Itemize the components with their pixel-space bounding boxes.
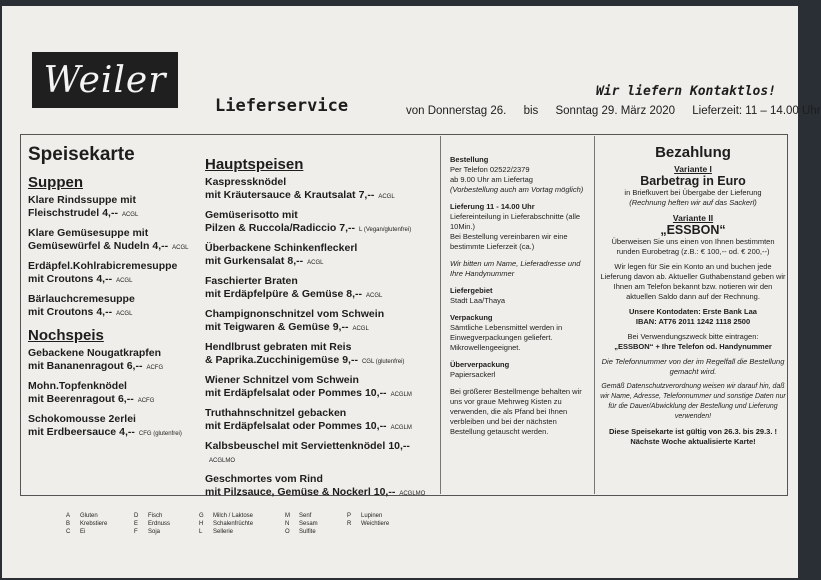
dish-name: Schokomousse 2erlei: [28, 413, 136, 425]
dish-side: mit Kräutersauce & Krautsalat: [205, 189, 356, 201]
menu-item: [205, 341, 437, 369]
dish-line: [28, 426, 198, 441]
allergen-name: Fisch: [148, 513, 163, 519]
packaging-text: Sämtliche Lebensmittel werden in Einwegverpackungen geliefert. Mikrowellengeeignet.: [450, 323, 563, 352]
purpose-value: „ESSBON“ + Ihre Telefon od. Handynummer: [614, 342, 772, 351]
purpose-label: Bei Verwendungszweck bitte eintragen:: [627, 332, 759, 341]
dish-name: Wiener Schnitzel vom Schwein: [205, 374, 359, 386]
dish-line: [205, 189, 437, 204]
validity-line-2: Nächste Woche aktualisierte Karte!: [630, 437, 756, 446]
date-to: Sonntag 29. März 2020: [555, 105, 676, 117]
allergen-name: Senf: [299, 513, 312, 519]
dish-price: 10,--: [364, 387, 387, 399]
dessert-heading: Nochspeis: [28, 327, 104, 344]
allergen-entry: [199, 512, 253, 520]
account-text: Wir legen für Sie ein Konto an und buchen jede Lieferung davon ab. Aktueller Guthabenstand geben wir Ihnen am Telefon bekannt bzw. notieren wir den aktuellen Saldo dann auf der Rechnung.: [600, 262, 786, 301]
delivery-slots: Liefereinteilung in Lieferabschnitte (alle 10Min.): [450, 212, 581, 231]
allergen-entry: [199, 520, 253, 528]
dish-line: [28, 207, 198, 222]
allergen-legend-column: [134, 512, 170, 536]
dish-price: 4,--: [119, 426, 135, 438]
outer-packaging-text: Papiersackerl: [450, 370, 496, 379]
dish-side: mit Pilzsauce, Gemüse & Nockerl: [205, 486, 371, 498]
dish-price: 9,--: [342, 354, 358, 366]
allergen-code: D: [134, 513, 139, 519]
menu-item: [28, 227, 198, 255]
dish-side: Fleischstrudel: [28, 207, 100, 219]
allergen-code: C: [66, 529, 71, 535]
variant-2-title: „ESSBON“: [660, 223, 726, 237]
allergen-entry: [134, 520, 170, 528]
allergen-codes: ACGLM: [390, 425, 412, 431]
menu-item: [205, 473, 437, 501]
dish-name: Klare Rindssuppe mit: [28, 194, 136, 206]
menu-item: [28, 194, 198, 222]
allergen-codes: ACGLM: [390, 392, 412, 398]
allergen-code: G: [199, 513, 204, 519]
allergen-code: B: [66, 521, 71, 527]
delivery-time: Lieferzeit: 11 – 14.00 Uhr: [692, 105, 821, 117]
allergen-name: Schalenfrüchte: [213, 521, 254, 527]
delivery-agreement: Bei Bestellung vereinbaren wir eine bestimmte Lieferzeit (ca.): [450, 232, 568, 251]
allergen-entry: [134, 528, 170, 536]
dish-side: Gemüsewürfel & Nudeln: [28, 240, 150, 252]
dish-name: Mohn.Topfenknödel: [28, 380, 127, 392]
menu-title: Speisekarte: [28, 144, 135, 165]
logo-text: Weiler: [43, 59, 167, 101]
dish-side: mit Erdäpfelsalat oder Pommes: [205, 387, 362, 399]
dish-price: 10,--: [364, 420, 387, 432]
variant-2-text: Überweisen Sie uns einen von Ihnen bestimmten runden Eurobetrag (z.B.: € 100,-- od. € 200,--): [611, 237, 775, 256]
allergen-code: R: [347, 521, 352, 527]
payment-info: [599, 144, 787, 447]
variant-1-title: Barbetrag in Euro: [640, 174, 746, 188]
menu-item: [28, 347, 198, 375]
dish-name: Kalbsbeuschel mit Serviettenknödel: [205, 440, 386, 452]
area-value: Stadt Laa/Thaya: [450, 296, 506, 305]
delivery-dates: [406, 105, 821, 117]
dish-name: Erdäpfel.Kohlrabicremesuppe: [28, 260, 178, 272]
dish-price: 7,--: [339, 222, 356, 234]
order-phone: Per Telefon 02522/2379: [450, 165, 530, 174]
dish-price: 6,--: [126, 360, 143, 372]
dish-name: Gebackene Nougatkrapfen: [28, 347, 162, 359]
allergen-name: Sesam: [299, 521, 318, 527]
dish-line: [205, 387, 437, 402]
menu-item: [205, 209, 437, 237]
contactless-note: Wir liefern Kontaktlos!: [595, 84, 776, 99]
allergen-codes: ACGLMO: [399, 491, 426, 497]
dish-line: [28, 393, 198, 408]
iban: IBAN: AT76 2011 1242 1118 2500: [635, 317, 751, 326]
menu-item: [28, 293, 198, 321]
date-until-label: bis: [523, 105, 539, 117]
order-time: ab 9.00 Uhr am Liefertag: [450, 175, 533, 184]
variant-1-label: Variante I: [674, 164, 712, 174]
menu-sheet: [2, 6, 821, 578]
privacy-note: Gemäß Datenschutzverordnung weisen wir darauf hin, daß wir Name, Adresse, Telefonnummer und sonstige Daten nur für die Dauer/Abwicklung der Bestellung und Lieferung verwenden!: [600, 383, 786, 420]
allergen-entry: [199, 528, 253, 536]
dish-side: mit Gurkensalat: [205, 255, 285, 267]
allergen-code: N: [285, 521, 290, 527]
dish-side: Pilzen & Ruccola/Radiccio: [205, 222, 337, 234]
dish-name: Klare Gemüsesuppe mit: [28, 227, 149, 239]
variant-1-text: in Briefkuvert bei Übergabe der Lieferung: [624, 188, 762, 197]
allergen-code: F: [134, 529, 138, 535]
dish-price: 7,--: [358, 189, 375, 201]
allergen-code: O: [285, 529, 290, 535]
dish-price: 4,--: [152, 240, 169, 252]
menu-left-column: [28, 144, 198, 446]
dish-name: Hendlbrust gebraten mit Reis: [205, 341, 352, 353]
allergen-name: Soja: [148, 529, 161, 535]
allergen-codes: L (Vegan/glutenfrei): [359, 227, 412, 233]
dish-price: 8,--: [346, 288, 363, 300]
divider: [440, 136, 441, 494]
dish-name: Truthahnschnitzel gebacken: [205, 407, 347, 419]
dish-side: mit Beerenragout: [28, 393, 115, 405]
allergen-legend-column: [347, 512, 389, 528]
dish-price: 10,--: [373, 486, 396, 498]
allergen-codes: ACFG: [146, 365, 164, 371]
allergen-codes: ACFG: [137, 398, 155, 404]
soups-heading: Suppen: [28, 174, 83, 191]
dish-name: Faschierter Braten: [205, 275, 298, 287]
dish-line: [28, 273, 198, 288]
allergen-name: Milch / Laktose: [213, 513, 254, 519]
dish-price: 10,--: [388, 440, 410, 452]
allergen-codes: ACGL: [352, 326, 369, 332]
menu-item: [205, 275, 437, 303]
dish-price: 6,--: [117, 393, 134, 405]
allergen-codes: CFG (glutenfrei): [138, 431, 182, 437]
menu-item: [205, 374, 437, 402]
allergen-entry: [285, 528, 318, 536]
allergen-entry: [285, 520, 318, 528]
dish-price: 4,--: [102, 207, 118, 219]
allergen-name: Sulfite: [299, 529, 316, 535]
service-title: Lieferservice: [215, 96, 349, 116]
allergen-codes: ACGL: [116, 278, 133, 284]
allergen-code: H: [199, 521, 204, 527]
allergen-name: Gluten: [80, 513, 98, 519]
menu-item: [205, 308, 437, 336]
allergen-codes: ACGL: [116, 311, 133, 317]
dish-price: 8,--: [287, 255, 304, 267]
menu-item: [205, 176, 437, 204]
dish-side: & Paprika.Zucchinigemüse: [205, 354, 340, 366]
dish-line: [205, 222, 437, 237]
allergen-code: L: [199, 529, 203, 535]
allergen-legend-column: [285, 512, 318, 536]
allergen-code: P: [347, 513, 352, 519]
dish-name: Überbackene Schinkenfleckerl: [205, 242, 358, 254]
bulk-order-note: Bei größerer Bestellmenge behalten wir uns vor graue Mehrweg Kisten zu verwenden, die als Pfand bei Ihnen verbleiben und bei der nächsten Bestellung getauscht werden.: [450, 387, 582, 436]
delivery-heading: Lieferung 11 - 14.00 Uhr: [450, 202, 535, 211]
allergen-name: Erdnuss: [148, 521, 171, 527]
dish-price: 9,--: [332, 321, 349, 333]
allergen-codes: ACGL: [172, 245, 189, 251]
variant-1-note: (Rechnung heften wir auf das Sackerl): [629, 198, 757, 207]
dish-line: [28, 240, 198, 255]
allergen-name: Lupinen: [361, 513, 383, 519]
dish-name: Gemüserisotto mit: [205, 209, 298, 221]
dish-line: [205, 486, 437, 501]
menu-item: [205, 242, 437, 270]
allergen-code: M: [285, 513, 290, 519]
allergen-code: E: [134, 521, 139, 527]
dish-side: mit Erdbeersauce: [28, 426, 117, 438]
allergen-codes: ACGL: [307, 260, 324, 266]
validity-line-1: Diese Speisekarte ist gültig von 26.3. bis 29.3. !: [609, 427, 777, 436]
allergen-entry: [66, 520, 107, 528]
menu-item: [28, 380, 198, 408]
menu-item: [28, 413, 198, 441]
dish-side: mit Erdäpfelsalat oder Pommes: [205, 420, 362, 432]
mains-heading: Hauptspeisen: [205, 156, 304, 173]
allergen-entry: [347, 512, 389, 520]
dish-name: Bärlauchcremesuppe: [28, 293, 135, 305]
dish-line: [28, 360, 198, 375]
allergen-name: Ei: [80, 529, 86, 535]
allergen-codes: ACGLMO: [209, 458, 236, 464]
allergen-entry: [134, 512, 170, 520]
area-heading: Liefergebiet: [450, 286, 493, 295]
date-from: von Donnerstag 26.: [406, 105, 507, 117]
packaging-heading: Verpackung: [450, 313, 493, 322]
order-heading: Bestellung: [450, 155, 489, 164]
allergen-entry: [66, 512, 107, 520]
allergen-entry: [285, 512, 318, 520]
allergen-code: A: [66, 513, 71, 519]
variant-2-label: Variante II: [672, 213, 714, 223]
dish-line: [205, 420, 437, 435]
preorder-note: (Vorbestellung auch am Vortag möglich): [450, 185, 584, 194]
dish-side: mit Teigwaren & Gemüse: [205, 321, 330, 333]
dish-side: mit Erdäpfelpüre & Gemüse: [205, 288, 344, 300]
dish-name: Kaspressknödel: [205, 176, 287, 188]
outer-packaging-heading: Überverpackung: [450, 360, 510, 369]
dish-name: Champignonschnitzel vom Schwein: [205, 308, 385, 320]
payment-heading: Bezahlung: [655, 144, 731, 161]
menu-main-column: [205, 156, 437, 506]
allergen-codes: ACGL: [366, 293, 383, 299]
allergen-entry: [66, 528, 107, 536]
allergen-entry: [347, 520, 389, 528]
divider: [594, 136, 595, 494]
dish-price: 4,--: [96, 273, 113, 285]
dish-side: mit Croutons: [28, 273, 94, 285]
allergen-codes: ACGL: [121, 212, 139, 218]
dish-side: mit Bananenragout: [28, 360, 124, 372]
allergen-name: Weichtiere: [361, 521, 390, 527]
dish-line: [205, 321, 437, 336]
allergen-legend-column: [199, 512, 253, 536]
dish-line: [28, 306, 198, 321]
phone-note: Die Telefonnummer von der im Regelfall die Bestellung gemacht wird.: [601, 357, 785, 376]
menu-item: [205, 407, 437, 435]
menu-item: [205, 440, 437, 468]
contact-request: Wir bitten um Name, Lieferadresse und Ihre Handynummer: [450, 259, 581, 278]
dish-name: Geschmortes vom Rind: [205, 473, 323, 485]
allergen-codes: ACGL: [378, 194, 395, 200]
weiler-logo: [32, 52, 178, 108]
allergen-name: Sellerie: [213, 529, 234, 535]
menu-item: [28, 260, 198, 288]
dish-line: [205, 288, 437, 303]
dish-line: [205, 354, 437, 369]
order-info: [450, 155, 590, 437]
dish-side: mit Croutons: [28, 306, 94, 318]
dish-price: 4,--: [96, 306, 113, 318]
dish-line: [205, 255, 437, 270]
allergen-name: Krebstiere: [80, 521, 108, 527]
allergen-legend-column: [66, 512, 107, 536]
bank-title: Unsere Kontodaten: Erste Bank Laa: [629, 307, 757, 316]
allergen-codes: CGL (glutenfrei): [361, 359, 405, 365]
